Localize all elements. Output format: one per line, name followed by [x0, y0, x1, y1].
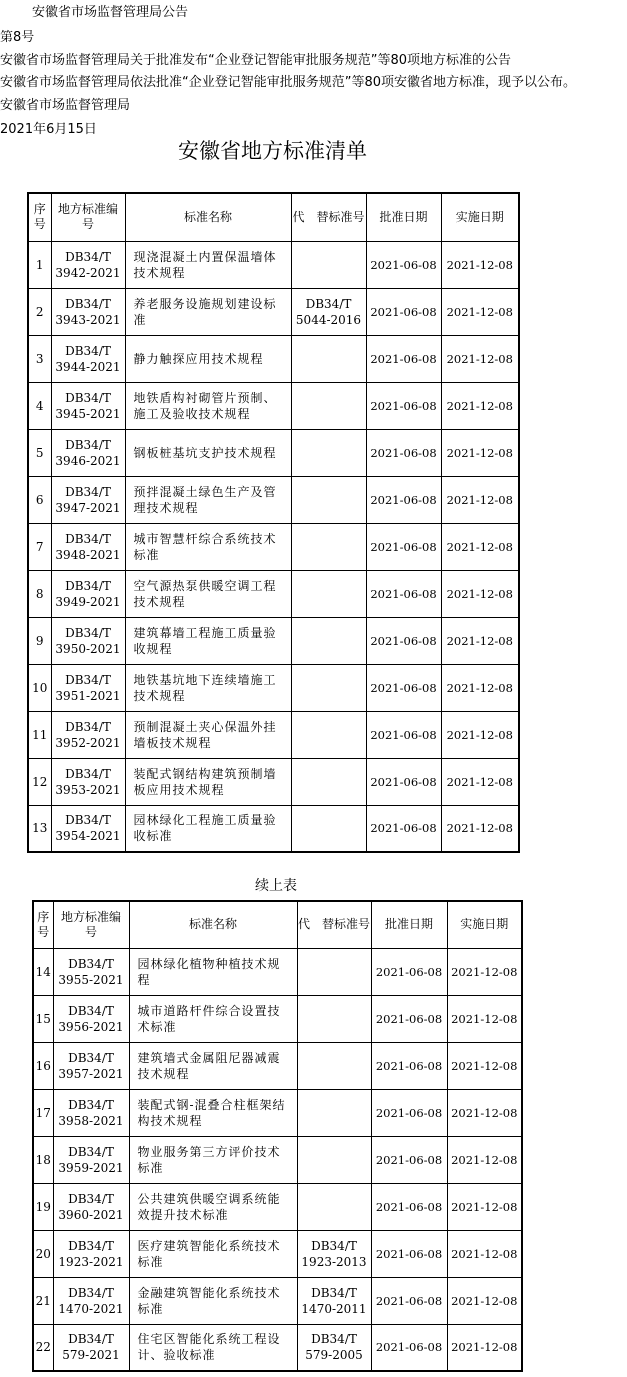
row-code	[51, 241, 125, 288]
row-name: 地铁基坑地下连续墙施工技术规程	[125, 664, 291, 711]
row-approval-date: 2021-06-08	[366, 241, 441, 288]
row-effective-date: 2021-12-08	[447, 1230, 522, 1277]
row-replaces	[297, 1089, 371, 1136]
row-name: 地铁盾构衬砌管片预制、施工及验收技术规程	[125, 382, 291, 429]
column-header-code: 地方标准编 号	[51, 193, 125, 241]
table-row	[33, 948, 522, 995]
row-approval-date: 2021-06-08	[371, 1277, 447, 1324]
row-seq: 11	[28, 711, 51, 758]
row-code-line2: 3943-2021	[55, 312, 121, 327]
row-code-line2: 3955-2021	[58, 972, 124, 987]
row-approval-date: 2021-06-08	[366, 476, 441, 523]
row-code-line1: DB34/T	[65, 766, 111, 781]
row-code-line1: DB34/T	[68, 1050, 114, 1065]
row-effective-date: 2021-12-08	[441, 382, 519, 429]
row-code	[51, 664, 125, 711]
row-approval-date: 2021-06-08	[366, 711, 441, 758]
row-approval-date: 2021-06-08	[371, 1324, 447, 1371]
row-seq: 17	[33, 1089, 53, 1136]
row-replaces	[297, 1042, 371, 1089]
row-code	[53, 1183, 129, 1230]
row-effective-date: 2021-12-08	[441, 711, 519, 758]
row-approval-date: 2021-06-08	[371, 1183, 447, 1230]
row-seq: 3	[28, 335, 51, 382]
row-replaces	[297, 1324, 371, 1371]
row-code-line2: 3953-2021	[55, 782, 121, 797]
notice-signature: 安徽省市场监督管理局	[0, 98, 131, 113]
row-replaces-line1: DB34/T	[311, 1238, 357, 1253]
row-replaces-line2: 1923-2013	[301, 1254, 367, 1269]
row-name: 建筑幕墙工程施工质量验收规程	[125, 617, 291, 664]
row-replaces	[297, 1136, 371, 1183]
row-replaces-line1: DB34/T	[305, 296, 352, 311]
row-effective-date: 2021-12-08	[447, 948, 522, 995]
row-code-line1: DB34/T	[65, 625, 111, 640]
row-code-line1: DB34/T	[65, 296, 111, 311]
row-code-line2: 3960-2021	[58, 1207, 124, 1222]
row-code-line1: DB34/T	[68, 1097, 114, 1112]
row-name: 钢板桩基坑支护技术规程	[125, 429, 291, 476]
row-name: 现浇混凝土内置保温墙体技术规程	[125, 241, 291, 288]
row-code	[53, 1136, 129, 1183]
row-replaces	[297, 948, 371, 995]
row-code	[51, 617, 125, 664]
row-replaces	[291, 288, 366, 335]
row-approval-date: 2021-06-08	[366, 758, 441, 805]
row-code-line2: 3948-2021	[55, 547, 121, 562]
column-header-approval: 批准日期	[366, 193, 441, 241]
row-effective-date: 2021-12-08	[441, 617, 519, 664]
table-row	[33, 1230, 522, 1277]
list-title: 安徽省地方标准清单	[178, 139, 367, 163]
column-header-seq: 序号	[28, 193, 51, 241]
row-code	[51, 570, 125, 617]
row-approval-date: 2021-06-08	[371, 995, 447, 1042]
row-code-line1: DB34/T	[65, 578, 111, 593]
row-code-line2: 579-2021	[62, 1348, 120, 1363]
row-code	[51, 382, 125, 429]
row-seq: 6	[28, 476, 51, 523]
row-code-line2: 3957-2021	[58, 1066, 124, 1081]
column-header-name: 标准名称	[129, 901, 297, 948]
row-seq: 1	[28, 241, 51, 288]
row-seq: 8	[28, 570, 51, 617]
row-replaces	[297, 1277, 371, 1324]
notice-number: 第8号	[0, 30, 35, 45]
row-code	[51, 476, 125, 523]
table-row	[28, 758, 519, 805]
table-row	[28, 288, 519, 335]
row-name: 城市道路杆件综合设置技术标准	[129, 995, 297, 1042]
notice-date: 2021年6月15日	[0, 122, 97, 137]
row-code-line2: 1923-2021	[58, 1254, 124, 1269]
table-row	[28, 617, 519, 664]
column-header-effective: 实施日期	[441, 193, 519, 241]
table-row	[33, 1042, 522, 1089]
row-replaces	[297, 1230, 371, 1277]
row-replaces	[291, 429, 366, 476]
continued-label: 续上表	[255, 878, 297, 894]
row-code	[53, 995, 129, 1042]
row-effective-date: 2021-12-08	[441, 664, 519, 711]
row-code	[51, 758, 125, 805]
row-code	[51, 288, 125, 335]
row-seq: 18	[33, 1136, 53, 1183]
row-effective-date: 2021-12-08	[447, 1324, 522, 1371]
row-code-line2: 3958-2021	[58, 1113, 124, 1128]
row-seq: 2	[28, 288, 51, 335]
standards-table-continued	[32, 900, 523, 1372]
row-replaces-line2: 5044-2016	[295, 312, 362, 327]
row-approval-date: 2021-06-08	[366, 335, 441, 382]
row-name: 建筑墙式金属阻尼器减震技术规程	[129, 1042, 297, 1089]
row-name: 金融建筑智能化系统技术标准	[129, 1277, 297, 1324]
row-name: 静力触探应用技术规程	[125, 335, 291, 382]
row-code-line1: DB34/T	[65, 813, 111, 828]
row-seq: 15	[33, 995, 53, 1042]
row-code-line2: 3945-2021	[55, 406, 121, 421]
row-code-line1: DB34/T	[65, 249, 111, 264]
row-seq: 20	[33, 1230, 53, 1277]
table-row	[28, 805, 519, 852]
notice-subject: 安徽省市场监督管理局关于批准发布“企业登记智能审批服务规范”等80项地方标准的公告	[0, 53, 512, 68]
row-replaces-line1: DB34/T	[311, 1285, 357, 1300]
table-row	[28, 429, 519, 476]
row-replaces-line1: DB34/T	[311, 1332, 357, 1347]
row-code-line1: DB34/T	[65, 484, 111, 499]
row-seq: 7	[28, 523, 51, 570]
row-code	[51, 805, 125, 852]
row-code	[51, 335, 125, 382]
row-effective-date: 2021-12-08	[441, 241, 519, 288]
row-effective-date: 2021-12-08	[441, 335, 519, 382]
row-replaces-line2: 1470-2011	[301, 1301, 367, 1316]
row-replaces	[291, 711, 366, 758]
row-code-line2: 3946-2021	[55, 453, 121, 468]
row-code-line1: DB34/T	[68, 1238, 114, 1253]
row-approval-date: 2021-06-08	[366, 523, 441, 570]
row-code	[53, 948, 129, 995]
row-effective-date: 2021-12-08	[447, 995, 522, 1042]
table-row	[28, 476, 519, 523]
row-name: 城市智慧杆综合系统技术标准	[125, 523, 291, 570]
table-row	[28, 523, 519, 570]
row-seq: 10	[28, 664, 51, 711]
row-effective-date: 2021-12-08	[441, 758, 519, 805]
row-code-line1: DB34/T	[65, 672, 111, 687]
row-code-line1: DB34/T	[68, 1332, 114, 1347]
row-effective-date: 2021-12-08	[441, 288, 519, 335]
table-row	[33, 1089, 522, 1136]
row-replaces-line2: 579-2005	[305, 1348, 363, 1363]
table-row	[28, 570, 519, 617]
row-approval-date: 2021-06-08	[366, 805, 441, 852]
row-code-line2: 3954-2021	[55, 829, 121, 844]
row-code-line2: 3950-2021	[55, 641, 121, 656]
table-row	[33, 1136, 522, 1183]
notice-agency: 安徽省市场监督管理局公告	[32, 5, 189, 20]
row-effective-date: 2021-12-08	[447, 1136, 522, 1183]
column-header-replaces: 代 替标准号	[297, 901, 371, 948]
row-approval-date: 2021-06-08	[366, 382, 441, 429]
row-seq: 13	[28, 805, 51, 852]
row-effective-date: 2021-12-08	[441, 476, 519, 523]
row-approval-date: 2021-06-08	[366, 570, 441, 617]
row-replaces	[297, 1183, 371, 1230]
row-replaces	[291, 382, 366, 429]
row-code-line2: 3947-2021	[55, 500, 121, 515]
row-seq: 5	[28, 429, 51, 476]
row-effective-date: 2021-12-08	[441, 570, 519, 617]
table-header-row	[33, 901, 522, 948]
row-seq: 12	[28, 758, 51, 805]
row-code	[53, 1089, 129, 1136]
table-row	[33, 1324, 522, 1371]
row-name: 园林绿化工程施工质量验收标准	[125, 805, 291, 852]
table-row	[33, 1183, 522, 1230]
table-row	[28, 335, 519, 382]
row-effective-date: 2021-12-08	[441, 429, 519, 476]
row-code-line2: 3959-2021	[58, 1160, 124, 1175]
standards-table	[27, 192, 520, 853]
row-replaces	[291, 570, 366, 617]
table-row	[28, 382, 519, 429]
row-replaces	[291, 523, 366, 570]
row-code	[53, 1042, 129, 1089]
column-header-code: 地方标准编 号	[53, 901, 129, 948]
row-approval-date: 2021-06-08	[366, 429, 441, 476]
row-seq: 16	[33, 1042, 53, 1089]
row-code-line2: 3952-2021	[55, 735, 121, 750]
row-approval-date: 2021-06-08	[366, 617, 441, 664]
row-seq: 22	[33, 1324, 53, 1371]
row-replaces	[291, 617, 366, 664]
row-effective-date: 2021-12-08	[441, 523, 519, 570]
row-effective-date: 2021-12-08	[447, 1277, 522, 1324]
row-effective-date: 2021-12-08	[447, 1183, 522, 1230]
row-name: 园林绿化植物种植技术规程	[129, 948, 297, 995]
row-seq: 4	[28, 382, 51, 429]
row-replaces	[291, 476, 366, 523]
row-name: 装配式钢结构建筑预制墙板应用技术规程	[125, 758, 291, 805]
row-code-line1: DB34/T	[65, 719, 111, 734]
row-code	[53, 1324, 129, 1371]
row-name: 空气源热泵供暖空调工程技术规程	[125, 570, 291, 617]
notice-body: 安徽省市场监督管理局依法批准“企业登记智能审批服务规范”等80项安徽省地方标准，现予以公布。	[0, 75, 577, 90]
row-code	[51, 711, 125, 758]
row-code-line1: DB34/T	[65, 531, 111, 546]
row-code-line2: 3942-2021	[55, 265, 121, 280]
row-seq: 9	[28, 617, 51, 664]
row-effective-date: 2021-12-08	[441, 805, 519, 852]
row-code-line1: DB34/T	[65, 343, 111, 358]
row-name: 公共建筑供暖空调系统能效提升技术标准	[129, 1183, 297, 1230]
row-code-line1: DB34/T	[65, 390, 111, 405]
row-name: 物业服务第三方评价技术标准	[129, 1136, 297, 1183]
row-name: 养老服务设施规划建设标准	[125, 288, 291, 335]
row-approval-date: 2021-06-08	[371, 1136, 447, 1183]
row-name: 装配式钢-混叠合柱框架结构技术规程	[129, 1089, 297, 1136]
row-replaces	[297, 995, 371, 1042]
row-code-line1: DB34/T	[68, 1191, 114, 1206]
table-row	[33, 1277, 522, 1324]
row-approval-date: 2021-06-08	[371, 1042, 447, 1089]
row-name: 住宅区智能化系统工程设计、验收标准	[129, 1324, 297, 1371]
row-code-line1: DB34/T	[68, 1003, 114, 1018]
column-header-effective: 实施日期	[447, 901, 522, 948]
row-code	[51, 523, 125, 570]
table-row	[28, 664, 519, 711]
row-code-line2: 3951-2021	[55, 688, 121, 703]
table-row	[28, 241, 519, 288]
row-code-line2: 1470-2021	[58, 1301, 124, 1316]
row-code-line1: DB34/T	[65, 437, 111, 452]
row-code-line2: 3956-2021	[58, 1019, 124, 1034]
table-header-row	[28, 193, 519, 241]
table-row	[33, 995, 522, 1042]
row-replaces	[291, 335, 366, 382]
row-code-line2: 3949-2021	[55, 594, 121, 609]
row-name: 医疗建筑智能化系统技术标准	[129, 1230, 297, 1277]
row-effective-date: 2021-12-08	[447, 1089, 522, 1136]
row-code	[53, 1230, 129, 1277]
row-name: 预制混凝土夹心保温外挂墙板技术规程	[125, 711, 291, 758]
row-replaces	[291, 758, 366, 805]
row-name: 预拌混凝土绿色生产及管理技术规程	[125, 476, 291, 523]
column-header-approval: 批准日期	[371, 901, 447, 948]
row-code-line1: DB34/T	[68, 956, 114, 971]
row-seq: 19	[33, 1183, 53, 1230]
row-code	[53, 1277, 129, 1324]
row-approval-date: 2021-06-08	[366, 664, 441, 711]
column-header-seq: 序号	[33, 901, 53, 948]
row-replaces	[291, 241, 366, 288]
column-header-name: 标准名称	[125, 193, 291, 241]
row-code-line1: DB34/T	[68, 1144, 114, 1159]
table-row	[28, 711, 519, 758]
column-header-replaces: 代 替标准号	[291, 193, 366, 241]
row-replaces	[291, 805, 366, 852]
row-replaces	[291, 664, 366, 711]
row-code-line1: DB34/T	[68, 1285, 114, 1300]
row-approval-date: 2021-06-08	[366, 288, 441, 335]
row-seq: 21	[33, 1277, 53, 1324]
row-approval-date: 2021-06-08	[371, 948, 447, 995]
row-effective-date: 2021-12-08	[447, 1042, 522, 1089]
row-approval-date: 2021-06-08	[371, 1230, 447, 1277]
row-code	[51, 429, 125, 476]
row-seq: 14	[33, 948, 53, 995]
row-approval-date: 2021-06-08	[371, 1089, 447, 1136]
row-code-line2: 3944-2021	[55, 359, 121, 374]
